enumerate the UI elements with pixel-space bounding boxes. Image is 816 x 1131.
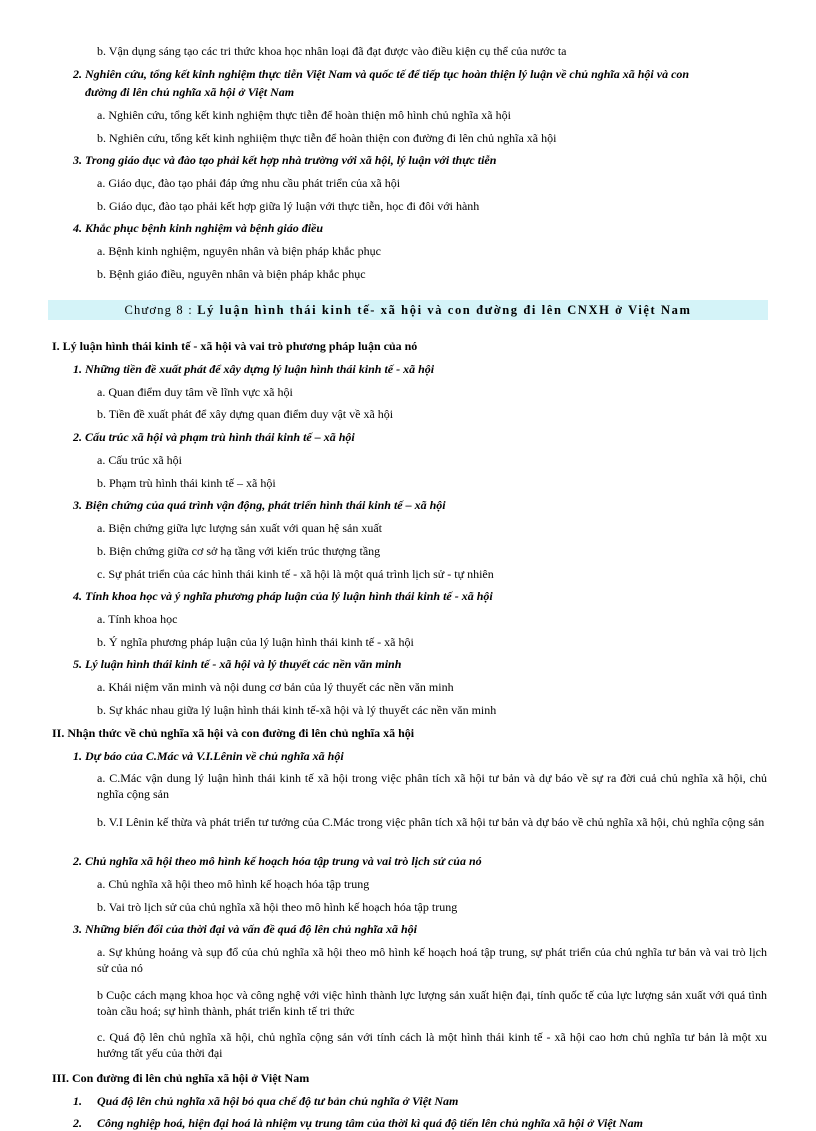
section-heading: 1. Những tiền đề xuất phát để xây dựng lý luận hình thái kinh tế - xã hội	[73, 362, 435, 376]
list-item: b. V.I Lênin kế thừa và phát triển tư tưởng của C.Mác trong việc phân tích xã hội tư bản và dự báo về chủ nghĩa xã hội, chủ nghĩa cộng sản	[97, 815, 765, 829]
part-heading: II. Nhận thức về chủ nghĩa xã hội và con đường đi lên chủ nghĩa xã hội	[52, 726, 415, 740]
list-item: b. Sự khác nhau giữa lý luận hình thái kinh tế-xã hội và lý thuyết các nền văn minh	[97, 703, 497, 717]
part-heading: III. Con đường đi lên chủ nghĩa xã hội ở Việt Nam	[52, 1071, 310, 1085]
section-heading: 2. Cấu trúc xã hội và phạm trù hình thái kinh tế – xã hội	[73, 430, 355, 444]
list-item: a. Biện chứng giữa lực lượng sản xuất với quan hệ sản xuất	[97, 521, 382, 535]
list-item: a. Cấu trúc xã hội	[97, 453, 182, 467]
list-item: a. Khái niệm văn minh và nội dung cơ bản của lý thuyết các nền văn minh	[97, 680, 454, 694]
list-item: b. Giáo dục, đào tạo phải kết hợp giữa lý luận với thực tiễn, học đi đôi với hành	[97, 199, 480, 213]
section-heading: 3. Biện chứng của quá trình vận động, phát triển hình thái kinh tế – xã hội	[73, 498, 446, 512]
section-heading: 4. Tính khoa học và ý nghĩa phương pháp luận của lý luận hình thái kinh tế - xã hội	[73, 589, 493, 603]
list-item: a. Quan điểm duy tâm về lĩnh vực xã hội	[97, 385, 293, 399]
section-heading: đường đi lên chủ nghĩa xã hội ở Việt Nam	[85, 85, 295, 99]
section-heading: 2. Chủ nghĩa xã hội theo mô hình kế hoạch hóa tập trung và vai trò lịch sử của nó	[73, 854, 482, 868]
list-item: b. Biện chứng giữa cơ sở hạ tầng với kiến trúc thượng tầng	[97, 544, 381, 558]
list-item: b. Bệnh giáo điều, nguyên nhân và biện pháp khắc phục	[97, 267, 366, 281]
list-item: a. C.Mác vận dung lý luận hình thái kinh tế xã hội trong việc phân tích xã hội tư bản và dự báo về sự ra đời cuả chủ nghĩa xã hội, chủ nghĩa cộng sản	[97, 771, 767, 801]
section-heading: 5. Lý luận hình thái kinh tế - xã hội và lý thuyết các nền văn minh	[73, 657, 402, 671]
chapter-banner	[48, 300, 768, 320]
list-item: b. Phạm trù hình thái kinh tế – xã hội	[97, 476, 276, 490]
list-item: a. Bệnh kinh nghiệm, nguyên nhân và biện pháp khắc phục	[97, 244, 381, 258]
list-item: b. Ý nghĩa phương pháp luận của lý luận hình thái kinh tế - xã hội	[97, 635, 414, 649]
section-heading: 4. Khắc phục bệnh kinh nghiệm và bệnh giáo điều	[73, 221, 324, 235]
section-heading: 1. Dự báo của C.Mác và V.I.Lênin về chủ nghĩa xã hội	[73, 749, 344, 763]
list-item: a. Tính khoa học	[97, 612, 178, 626]
list-item: b Cuộc cách mạng khoa học và công nghệ với việc hình thành lực lượng sản xuất hiện đại, tính quốc tế của lực lượng sản xuất với quá tình toàn cầu hoá; sự hình thành, phát triển kinh tế tri thức	[97, 988, 767, 1018]
section-heading: 3. Những biến đổi của thời đại và vấn đề quá độ lên chủ nghĩa xã hội	[73, 922, 418, 936]
section-heading: 2. Nghiên cứu, tổng kết kinh nghiệm thực tiễn Việt Nam và quốc tế để tiếp tục hoàn thiện lý luận về chủ nghĩa xã hội và con	[73, 67, 690, 81]
chapter-title: Lý luận hình thái kinh tế- xã hội và con đường đi lên CNXH ở Việt Nam	[197, 303, 692, 317]
list-item: b. Nghiên cứu, tổng kết kinh nghiiệm thực tiễn để hoàn thiện con đường đi lên chủ nghĩa xã hội	[97, 131, 557, 145]
list-item: a. Nghiên cứu, tổng kết kinh nghiệm thực tiễn để hoàn thiện mô hình chủ nghĩa xã hội	[97, 108, 511, 122]
list-item: a. Giáo dục, đào tạo phải đáp ứng nhu cầu phát triển của xã hội	[97, 176, 401, 190]
list-item: a. Sự khủng hoảng và sụp đổ của chủ nghĩa xã hội theo mô hình kế hoạch hoá tập trung, sự phát triển của chủ nghĩa tư bản và vai trò lịch sử của nó	[97, 945, 767, 975]
list-item: b. Vận dụng sáng tạo các tri thức khoa học nhân loại đã đạt được vào điều kiện cụ thể của nước ta	[97, 44, 567, 58]
list-item: b. Vai trò lịch sử của chủ nghĩa xã hội theo mô hình kế hoạch hóa tập trung	[97, 900, 458, 914]
section-heading: 3. Trong giáo dục và đào tạo phải kết hợp nhà trường với xã hội, lý luận với thực tiễn	[73, 153, 497, 167]
list-item: b. Tiền đề xuất phát để xây dựng quan điểm duy vật về xã hội	[97, 407, 394, 421]
section-heading: 2. Công nghiệp hoá, hiện đại hoá là nhiệm vụ trung tâm của thời kì quá độ tiến lên chủ nghĩa xã hội ở Việt Nam	[73, 1116, 643, 1130]
part-heading: I. Lý luận hình thái kinh tế - xã hội và vai trò phương pháp luận của nó	[52, 339, 418, 353]
chapter-prefix: Chương 8 :	[124, 303, 198, 317]
section-heading: 1. Quá độ lên chủ nghĩa xã hội bỏ qua chế độ tư bản chủ nghĩa ở Việt Nam	[73, 1094, 459, 1108]
list-item: c. Sự phát triển của các hình thái kinh tế - xã hội là một quá trình lịch sử - tự nhiên	[97, 567, 494, 581]
list-item: c. Quá độ lên chủ nghĩa xã hội, chủ nghĩa cộng sản với tính cách là một hình thái kinh tế - xã hội cao hơn chủ nghĩa tư bản là một xu hướng tất yếu của thời đại	[97, 1030, 767, 1060]
list-item: a. Chủ nghĩa xã hội theo mô hình kế hoạch hóa tập trung	[97, 877, 370, 891]
